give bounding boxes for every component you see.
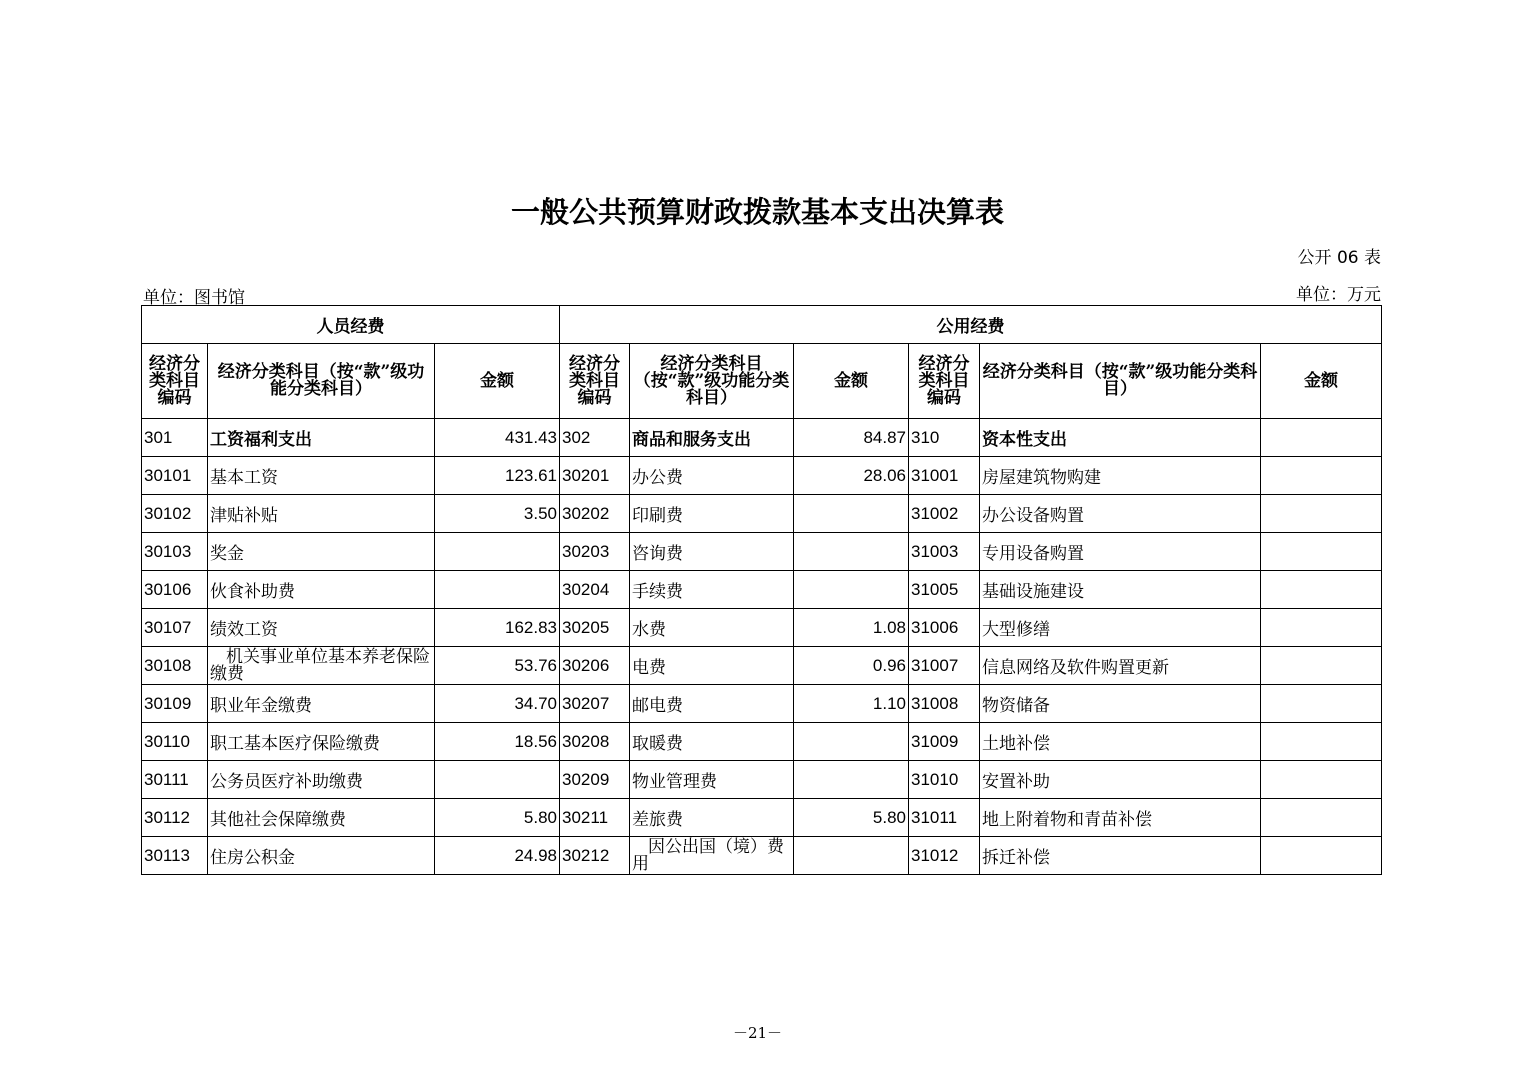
table-row: [142, 685, 1382, 723]
code-cell: 30202: [560, 495, 630, 533]
unit-currency: 单位：万元: [1296, 285, 1381, 305]
amount-cell: [794, 495, 909, 533]
amount-cell: 84.87: [794, 419, 909, 457]
table-row: [142, 495, 1382, 533]
code-cell: 30102: [142, 495, 208, 533]
amount-cell: 28.06: [794, 457, 909, 495]
amount-cell: [1261, 419, 1382, 457]
subject-cell: 工资福利支出: [208, 419, 435, 457]
group-personnel: 人员经费: [142, 306, 560, 344]
code-cell: 30203: [560, 533, 630, 571]
code-cell: 30206: [560, 647, 630, 685]
code-cell: 31012: [909, 837, 980, 875]
amount-cell: [794, 533, 909, 571]
subject-cell: 基础设施建设: [980, 571, 1261, 609]
subject-cell: 机关事业单位基本养老保险缴费: [208, 647, 435, 685]
subject-cell: 电费: [630, 647, 794, 685]
subject-cell: 办公设备购置: [980, 495, 1261, 533]
amount-cell: [1261, 837, 1382, 875]
code-cell: 31009: [909, 723, 980, 761]
code-cell: 31001: [909, 457, 980, 495]
header-subject: 经济分类科目（按“款”级功能分类科目）: [208, 344, 435, 419]
code-cell: 30108: [142, 647, 208, 685]
subject-cell: 手续费: [630, 571, 794, 609]
subject-cell: 物资储备: [980, 685, 1261, 723]
code-cell: 31003: [909, 533, 980, 571]
code-cell: 31006: [909, 609, 980, 647]
subject-cell: 其他社会保障缴费: [208, 799, 435, 837]
code-cell: 302: [560, 419, 630, 457]
amount-cell: [794, 837, 909, 875]
code-cell: 31007: [909, 647, 980, 685]
code-cell: 31011: [909, 799, 980, 837]
amount-cell: [1261, 723, 1382, 761]
code-cell: 30208: [560, 723, 630, 761]
amount-cell: [1261, 495, 1382, 533]
subject-cell: 基本工资: [208, 457, 435, 495]
subject-cell: 伙食补助费: [208, 571, 435, 609]
code-cell: 30103: [142, 533, 208, 571]
amount-cell: [794, 571, 909, 609]
subject-cell: 咨询费: [630, 533, 794, 571]
table-row: [142, 761, 1382, 799]
amount-cell: [1261, 685, 1382, 723]
subject-cell: 商品和服务支出: [630, 419, 794, 457]
header-code: 经济分类科目编码: [142, 344, 208, 419]
subject-cell: 信息网络及软件购置更新: [980, 647, 1261, 685]
amount-cell: [435, 533, 560, 571]
table-row: [142, 723, 1382, 761]
header-subject: 经济分类科目（按“款”级功能分类科目）: [630, 344, 794, 419]
subject-cell: 公务员医疗补助缴费: [208, 761, 435, 799]
amount-cell: 5.80: [435, 799, 560, 837]
amount-cell: 162.83: [435, 609, 560, 647]
header-subject: 经济分类科目（按“款”级功能分类科目）: [980, 344, 1261, 419]
code-cell: 301: [142, 419, 208, 457]
code-cell: 30112: [142, 799, 208, 837]
header-amount: 金额: [435, 344, 560, 419]
table-row: [142, 419, 1382, 457]
code-cell: 310: [909, 419, 980, 457]
amount-cell: 18.56: [435, 723, 560, 761]
subject-cell: 津贴补贴: [208, 495, 435, 533]
code-cell: 30101: [142, 457, 208, 495]
amount-cell: [435, 571, 560, 609]
amount-cell: [435, 761, 560, 799]
code-cell: 31002: [909, 495, 980, 533]
amount-cell: 431.43: [435, 419, 560, 457]
amount-cell: [1261, 799, 1382, 837]
subject-cell: 房屋建筑物购建: [980, 457, 1261, 495]
subject-cell: 专用设备购置: [980, 533, 1261, 571]
subject-cell: 差旅费: [630, 799, 794, 837]
amount-cell: 34.70: [435, 685, 560, 723]
group-public: 公用经费: [560, 306, 1382, 344]
subject-cell: 印刷费: [630, 495, 794, 533]
subject-cell: 邮电费: [630, 685, 794, 723]
amount-cell: [1261, 457, 1382, 495]
page-title: 一般公共预算财政拨款基本支出决算表: [510, 195, 1004, 229]
code-cell: 30107: [142, 609, 208, 647]
subject-cell: 取暖费: [630, 723, 794, 761]
subject-cell: 奖金: [208, 533, 435, 571]
amount-cell: [1261, 609, 1382, 647]
amount-cell: 5.80: [794, 799, 909, 837]
amount-cell: [1261, 571, 1382, 609]
code-cell: 30109: [142, 685, 208, 723]
amount-cell: [1261, 647, 1382, 685]
code-cell: 30201: [560, 457, 630, 495]
code-cell: 30204: [560, 571, 630, 609]
column-header-row: [142, 344, 1382, 419]
header-amount: 金额: [794, 344, 909, 419]
subject-cell: 拆迁补偿: [980, 837, 1261, 875]
group-header-row: [142, 306, 1382, 344]
amount-cell: 0.96: [794, 647, 909, 685]
header-code: 经济分类科目编码: [560, 344, 630, 419]
code-cell: 30113: [142, 837, 208, 875]
subject-cell: 因公出国（境）费用: [630, 837, 794, 875]
amount-cell: [1261, 533, 1382, 571]
subject-cell: 资本性支出: [980, 419, 1261, 457]
table-row: [142, 571, 1382, 609]
subject-cell: 住房公积金: [208, 837, 435, 875]
subject-cell: 职业年金缴费: [208, 685, 435, 723]
table-row: [142, 533, 1382, 571]
amount-cell: 1.08: [794, 609, 909, 647]
table-row: [142, 457, 1382, 495]
code-cell: 30106: [142, 571, 208, 609]
code-cell: 30205: [560, 609, 630, 647]
table-row: [142, 647, 1382, 685]
amount-cell: 24.98: [435, 837, 560, 875]
amount-cell: 53.76: [435, 647, 560, 685]
form-number: 公开 06 表: [1297, 248, 1381, 268]
header-amount: 金额: [1261, 344, 1382, 419]
code-cell: 31005: [909, 571, 980, 609]
amount-cell: [1261, 761, 1382, 799]
amount-cell: 3.50: [435, 495, 560, 533]
subject-cell: 水费: [630, 609, 794, 647]
subject-cell: 物业管理费: [630, 761, 794, 799]
subject-cell: 安置补助: [980, 761, 1261, 799]
table-row: [142, 837, 1382, 875]
amount-cell: 1.10: [794, 685, 909, 723]
code-cell: 30209: [560, 761, 630, 799]
subject-cell: 办公费: [630, 457, 794, 495]
code-cell: 31010: [909, 761, 980, 799]
unit-organization: 单位：图书馆: [143, 288, 245, 308]
amount-cell: [794, 723, 909, 761]
code-cell: 30111: [142, 761, 208, 799]
code-cell: 30207: [560, 685, 630, 723]
page-number: －21－: [732, 1024, 783, 1042]
subject-cell: 大型修缮: [980, 609, 1261, 647]
subject-cell: 土地补偿: [980, 723, 1261, 761]
amount-cell: [794, 761, 909, 799]
code-cell: 31008: [909, 685, 980, 723]
subject-cell: 地上附着物和青苗补偿: [980, 799, 1261, 837]
amount-cell: 123.61: [435, 457, 560, 495]
subject-cell: 绩效工资: [208, 609, 435, 647]
code-cell: 30211: [560, 799, 630, 837]
header-code: 经济分类科目编码: [909, 344, 980, 419]
subject-cell: 职工基本医疗保险缴费: [208, 723, 435, 761]
table-row: [142, 609, 1382, 647]
code-cell: 30110: [142, 723, 208, 761]
expenditure-table: [141, 305, 1382, 875]
table-row: [142, 799, 1382, 837]
code-cell: 30212: [560, 837, 630, 875]
